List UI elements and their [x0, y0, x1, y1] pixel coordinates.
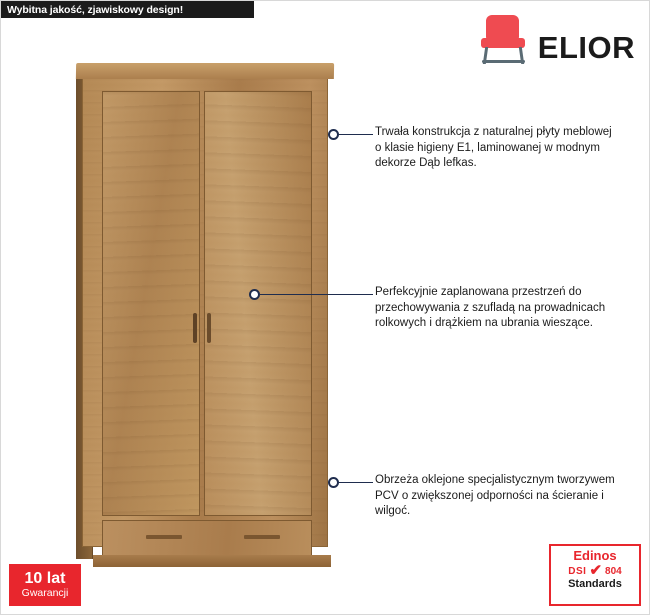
callout-leader-storage — [260, 294, 373, 295]
wardrobe-drawer-handle-right — [244, 535, 280, 539]
callout-text-storage: Perfekcyjnie zaplanowana przestrzeń do przechowywania z szufladą na prowadnicach rolkowych i drążkiem na ubrania wieszące. — [375, 286, 606, 329]
chair-icon — [477, 13, 531, 67]
callout-leader-edges — [339, 482, 373, 483]
wardrobe-door-left — [102, 91, 200, 516]
wardrobe-drawer — [102, 520, 312, 556]
tagline-banner — [1, 1, 254, 18]
wardrobe-handle-right — [207, 313, 211, 343]
product-image — [76, 63, 336, 563]
callout-text-construction: Trwała konstrukcja z naturalnej płyty meblowej o klasie higieny E1, laminowanej w modnym dekorze Dąb lefkas. — [375, 126, 612, 169]
brand-name: ELIOR — [537, 30, 635, 65]
guarantee-years: 10 lat — [24, 570, 66, 587]
guarantee-badge — [9, 564, 81, 606]
check-icon: ✔ — [589, 562, 603, 579]
edinos-standards-label: Standards — [568, 578, 622, 590]
wardrobe-top-panel — [76, 63, 334, 79]
edinos-dsi-label: DSI — [568, 565, 587, 577]
wardrobe-plinth — [93, 555, 331, 567]
callout-marker-construction — [328, 129, 339, 140]
callout-marker-storage — [249, 289, 260, 300]
callout-marker-edges — [328, 477, 339, 488]
chair-crossbar-shape — [482, 60, 525, 63]
edinos-certificate-row — [568, 562, 622, 579]
edinos-title: Edinos — [573, 548, 617, 563]
wardrobe-drawer-handle-left — [146, 535, 182, 539]
brand-logo — [477, 13, 635, 67]
chair-back-shape — [486, 15, 519, 40]
callout-leader-construction — [339, 134, 373, 135]
wardrobe-handle-left — [193, 313, 197, 343]
wardrobe-door-right — [204, 91, 312, 516]
callout-text-edges: Obrzeża oklejone specjalistycznym tworzywem PCV o zwiększonej odporności na ścieranie i wilgoć. — [375, 474, 615, 517]
tagline-text: Wybitna jakość, zjawiskowy design! — [7, 3, 184, 16]
guarantee-label: Gwarancji — [21, 587, 69, 599]
edinos-number: 804 — [605, 565, 622, 577]
edinos-badge — [549, 544, 641, 606]
